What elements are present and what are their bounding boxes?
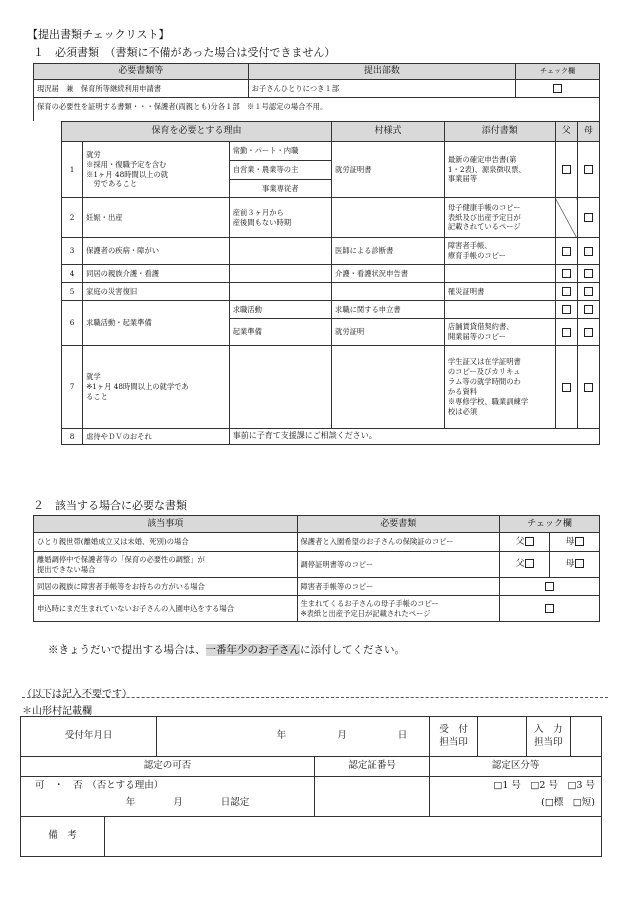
father-label: 父 [515, 559, 525, 570]
received-stamp-box[interactable] [477, 717, 526, 757]
header-docs: 必要書類 [297, 516, 500, 533]
father-not-applicable [555, 198, 577, 238]
row-number: 2 [62, 198, 83, 238]
reason-illness: 保護者の疾病・障がい [83, 238, 230, 265]
attach-disability-book: 障害者手帳、 療育手帳のコピー [444, 238, 555, 265]
father-label: 父 [515, 536, 525, 547]
remarks-label: 備 考 [21, 817, 105, 857]
startup-sub: 起業準備 [229, 319, 331, 346]
father-checkbox[interactable] [562, 165, 571, 174]
input-stamp-label: 入 力 担当印 [526, 717, 570, 757]
header-case: 該当事項 [34, 516, 298, 533]
header-form: 村様式 [332, 122, 445, 142]
reason-care: 同居の親族介護・看護 [83, 265, 230, 283]
conditional-docs-table [33, 515, 600, 622]
case-disabled-relative: 同居の親族に障害者手帳等をお持ちの方がいる場合 [34, 578, 298, 596]
doc-mediation-cert: 調停証明書等のコピー [297, 552, 500, 578]
sibling-note-lead: ※きょうだいで提出する場合は、 [48, 644, 206, 656]
header-attach: 添付書類 [444, 122, 555, 142]
reasons-table [61, 121, 600, 445]
case-divorce-mediation: 離婚調停中で保護者等の「保育の必要性の調整」が 提出できない場合 [34, 552, 298, 578]
job-seeking-sub: 求職活動 [229, 301, 331, 319]
row-number: 8 [62, 429, 83, 445]
received-stamp-label: 受 付 担当印 [430, 717, 478, 757]
case-single-parent: ひとり親世帯(離婚成立又は未婚、死別)の場合 [34, 533, 298, 552]
approval-label: 認定の可否 [21, 757, 315, 777]
attach-lease: 店舗賃貸借契約書、 開業届等のコピー [444, 319, 555, 346]
employment-type-fulltime: 常勤・パート・内職 [229, 142, 331, 161]
sibling-note [48, 642, 405, 657]
day-label: 日 [397, 730, 408, 742]
check-checkbox[interactable] [545, 604, 554, 613]
office-table [20, 716, 602, 857]
form-employment-cert: 就労証明書 [332, 142, 445, 198]
cert-class-label: 認定区分等 [430, 757, 602, 777]
form-diagnosis: 医師による診断書 [332, 238, 445, 265]
reason-study: 就学 ※1ヶ月 48時間以上の就学であ ること [83, 346, 230, 429]
mother-checkbox[interactable] [584, 269, 593, 278]
header-father: 父 [555, 122, 577, 142]
check-checkbox[interactable] [545, 582, 554, 591]
page-title: 【提出書類チェックリスト】 [27, 28, 170, 41]
cut-line [22, 697, 608, 698]
father-checkbox[interactable] [562, 305, 571, 314]
mother-label: 母 [565, 536, 575, 547]
sibling-note-tail: に添付してください。 [300, 644, 405, 656]
father-checkbox[interactable] [525, 537, 534, 546]
form-job-seeking: 求職に関する申立書 [332, 301, 445, 319]
abuse-consult-note: 事前に子育て支援課にご相談ください。 [229, 429, 599, 445]
father-checkbox[interactable] [562, 269, 571, 278]
case-unborn-child: 申込時にまだ生まれていないお子さんの入園申込をする場合 [34, 596, 298, 622]
app-count: お子さんひとりにつき１部 [248, 80, 516, 98]
reason-abuse: 虐待やＤＶのおそれ [83, 429, 230, 445]
attach-maternity-book: 母子健康手帳のコピー 表紙及び出産予定日が 記載されているページ [444, 198, 555, 238]
header-reason: 保育を必要とする理由 [62, 122, 332, 142]
mother-checkbox[interactable] [584, 383, 593, 392]
doc-disability-book: 障害者手帳等のコピー [297, 578, 500, 596]
father-checkbox[interactable] [525, 559, 534, 568]
std-short-options[interactable]: (□標 □短) [541, 796, 595, 808]
header-docs: 必要書類等 [34, 64, 249, 80]
attach-disaster-cert: 罹災証明書 [444, 283, 555, 301]
reason-pregnancy: 妊娠・出産 [83, 198, 230, 238]
mother-checkbox[interactable] [584, 328, 593, 337]
row-number: 6 [62, 301, 83, 346]
app-doc: 現況届 兼 保育所等継続利用申請書 [34, 80, 249, 98]
mother-checkbox[interactable] [584, 287, 593, 296]
cert-class-options[interactable]: □1 号 □2 号 □3 号 [493, 780, 595, 791]
section1-heading: １ 必須書類 （書類に不備があった場合は受付できません） [33, 46, 336, 59]
attach-tax-return: 最新の確定申告書(第 1・2表)、源泉徴収票、 事業届等 [444, 142, 555, 198]
cert-number-label: 認定証番号 [315, 757, 430, 777]
mother-checkbox[interactable] [584, 247, 593, 256]
section2-heading: ２ 該当する場合に必要な書類 [33, 499, 187, 512]
attach-student-cert: 学生証又は在学証明書 のコピー及びカリキュ ラム等の就学時間のわ かる資料 ※専修学校、職業訓練学 校は必須 [444, 346, 555, 429]
mother-checkbox[interactable] [575, 537, 584, 546]
reason-employment: 就労 ※採用・復職予定を含む ※1ヶ月 48時間以上の就 労であること [83, 142, 230, 198]
employment-type-family: 事業専従者 [229, 180, 331, 198]
cert-number-field[interactable] [315, 777, 430, 817]
app-checkbox[interactable] [553, 84, 562, 93]
not-required-note: （以下は記入不要です） [22, 689, 132, 700]
mother-checkbox[interactable] [584, 213, 593, 222]
header-mother: 母 [577, 122, 599, 142]
header-count: 提出部数 [248, 64, 516, 80]
office-title: ＊山形村記載欄 [22, 706, 92, 717]
input-stamp-box[interactable] [570, 717, 602, 757]
mother-checkbox[interactable] [575, 559, 584, 568]
form-startup: 就労証明 [332, 319, 445, 346]
doc-insurance-card: 保護者と入園希望のお子さんの保険証のコピー [297, 533, 500, 552]
father-checkbox[interactable] [562, 383, 571, 392]
reason-job-seeking: 求職活動・起業準備 [83, 301, 230, 346]
row-number: 7 [62, 346, 83, 429]
row-number: 3 [62, 238, 83, 265]
row-number: 5 [62, 283, 83, 301]
mother-label: 母 [565, 559, 575, 570]
month-label: 月 [337, 730, 347, 742]
father-checkbox[interactable] [562, 287, 571, 296]
required-docs-table [33, 63, 600, 98]
received-date-label: 受付年月日 [21, 717, 157, 757]
remarks-field[interactable] [105, 817, 602, 857]
doc-maternity-book: 生まれてくるお子さんの母子手帳のコピー ※表紙と出産予定日が記載されたページ [297, 596, 500, 622]
employment-type-self: 自営業・農業等の主 [229, 161, 331, 180]
yes-no-reason: 可 ・ 否 （否とする理由） [35, 780, 164, 791]
father-checkbox[interactable] [562, 328, 571, 337]
necessity-note: 保育の必要性を証明する書類・・・保護者(両親とも)分各１部 ※１号認定の場合不用。 [37, 102, 328, 111]
reason-disaster: 家庭の災害復旧 [83, 283, 230, 301]
pregnancy-period: 産前３ヶ月から 産後間もない時期 [229, 198, 331, 238]
row-number: 4 [62, 265, 83, 283]
header-check: チェック欄 [500, 516, 600, 533]
sibling-note-highlight: 一番年少のお子さん [205, 644, 300, 656]
father-checkbox[interactable] [562, 247, 571, 256]
cert-date: 年 月 日認定 [125, 796, 250, 808]
mother-checkbox[interactable] [584, 165, 593, 174]
form-care-statement: 介護・看護状況申告書 [332, 265, 445, 283]
year-label: 年 [276, 730, 287, 742]
mother-checkbox[interactable] [584, 305, 593, 314]
row-number: 1 [62, 142, 83, 198]
header-check: チェック欄 [516, 64, 600, 80]
